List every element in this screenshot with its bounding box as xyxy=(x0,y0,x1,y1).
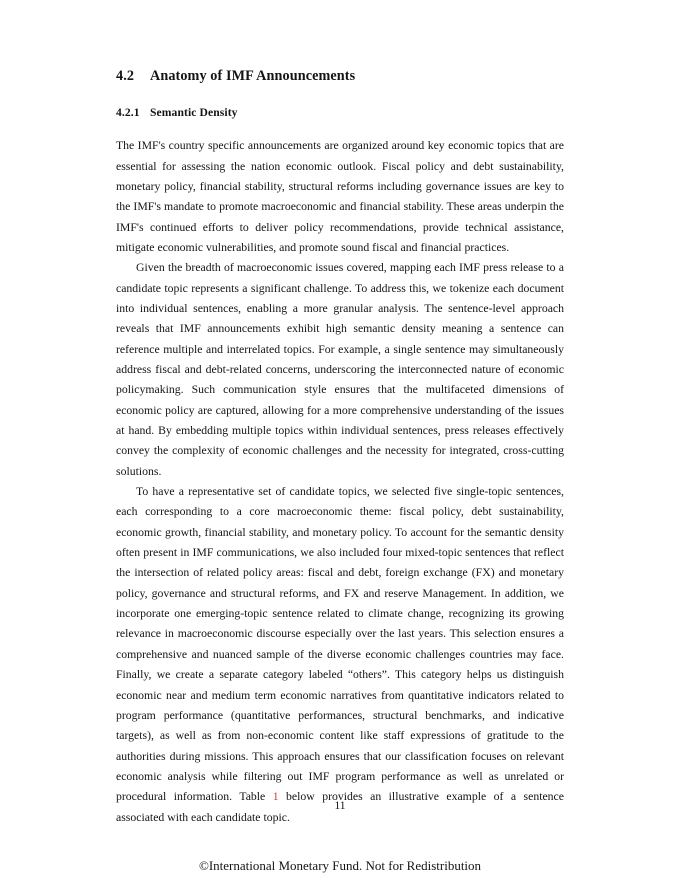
subsection-title: Semantic Density xyxy=(150,105,238,119)
subsection-number: 4.2.1 xyxy=(116,105,140,119)
table-reference-link[interactable]: 1 xyxy=(272,790,279,804)
subsection-heading xyxy=(116,106,564,120)
section-title: Anatomy of IMF Announcements xyxy=(150,68,356,84)
page-content xyxy=(116,68,564,828)
paragraph-3-text-before-link: To have a representative set of candidate topics, we selected five single-topic sentences, each corresponding to a core macroeconomic theme: fiscal policy, debt sustainability, economic growth, financial stability, and monetary policy. To account for the semantic density often present in IMF communications, we also included four mixed-topic sentences that reflect the intersection of related policy areas: fiscal and debt, foreign exchange (FX) and monetary policy, governance and structural reforms, and FX and reserve Management. In addition, we incorporate one emerging-topic sentence related to climate change, recognizing its growing relevance in macroeconomic discourse especially over the last years. This selection ensures a comprehensive and nuanced sample of the diverse economic challenges countries may face. Finally, we create a separate category labeled “others”. This category helps us distinguish economic near and medium term economic narratives from quantitative indicators related to program performance (quantitative performances, structural benchmarks, and indicative targets), as well as from non-economic content like staff expressions of gratitude to the authorities during missions. This approach ensures that our classification focuses on relevant economic analysis while filtering out IMF program performance as well as unrelated or procedural information. Table xyxy=(116,485,564,804)
paragraph-3-text-after-link: below provides an illustrative example of a sentence associated with each candidate topic. xyxy=(116,790,564,824)
paragraph-1: The IMF's country specific announcements are organized around key economic topics that are essential for assessing the nation economic outlook. Fiscal policy and debt sustainability, monetary policy, financial stability, structural reforms including governance issues are key to the IMF's mandate to promote macroeconomic and financial stability. These areas underpin the IMF's continued efforts to deliver policy recommendations, provide technical assistance, mitigate economic vulnerabilities, and promote sound fiscal and financial practices. xyxy=(116,139,564,254)
paragraph-3 xyxy=(116,482,564,828)
section-heading xyxy=(116,68,564,86)
paragraph-2: Given the breadth of macroeconomic issues covered, mapping each IMF press release to a candidate topic represents a significant challenge. To address this, we tokenize each document into individual sentences, enabling a more granular analysis. The sentence-level approach reveals that IMF announcements exhibit high semantic density meaning a sentence can reference multiple and interrelated topics. For example, a single sentence may simultaneously address fiscal and debt-related concerns, underscoring the interconnected nature of economic policymaking. Such communication style ensures that the multifaceted dimensions of economic policy are captured, allowing for a more comprehensive understanding of the issues at hand. By embedding multiple topics within individual sentences, press releases effectively convey the complexity of economic challenges and the necessity for integrated, cross-cutting solutions. xyxy=(116,261,564,478)
page-number: 11 xyxy=(334,800,346,812)
section-number: 4.2 xyxy=(116,68,135,84)
copyright-footer: ©International Monetary Fund. Not for Redistribution xyxy=(198,858,482,873)
